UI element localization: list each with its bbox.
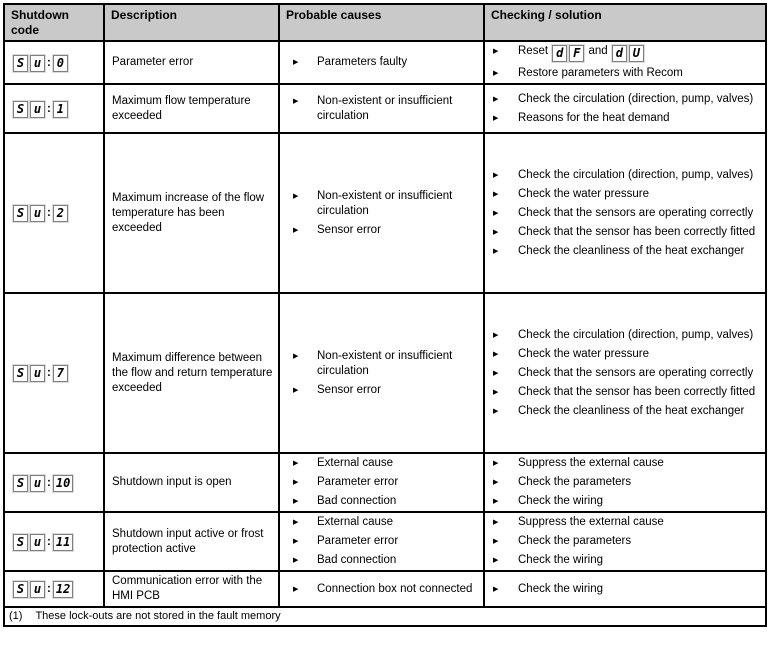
solution-text: Check the water pressure [518,347,650,360]
cause-item [284,475,479,490]
column-header-checking-solution: Checking / solution [484,4,766,41]
fault-row-Su-2 [4,133,766,293]
bullet-triangle-icon: ▶ [293,498,299,505]
fault-row-Su-1 [4,84,766,133]
cause-item [284,189,479,219]
solution-text: Check the water pressure [518,187,650,200]
solution-text: Check the circulation (direction, pump, valves) [518,92,754,105]
shutdown-code-cell [4,293,104,453]
solution-item [489,385,761,400]
cause-list [284,189,479,238]
shutdown-code-cell [4,571,104,607]
shutdown-code-display [12,205,69,220]
bullet-triangle-icon: ▶ [493,498,499,505]
checking-solution-cell [484,41,766,84]
bullet-triangle-icon: ▶ [293,519,299,526]
cause-list [284,515,479,568]
solution-item [489,494,761,509]
solution-item [489,515,761,530]
description-cell: Communication error with the HMI PCB [104,571,279,607]
solution-text: Check the wiring [518,554,604,566]
shutdown-code-display [12,365,69,380]
seven-segment-char: u [30,475,45,492]
probable-causes-cell [279,133,484,293]
shutdown-code-cell [4,41,104,84]
solution-list [489,44,761,81]
bullet-triangle-icon: ▶ [493,369,499,377]
shutdown-codes-table [3,3,767,627]
footnote-cell [4,607,766,626]
solution-item [489,206,761,221]
probable-causes-cell [279,293,484,453]
seven-segment-char: u [30,534,45,551]
solution-list [489,456,761,509]
description-cell: Maximum increase of the flow temperature has been exceeded [104,133,279,293]
table-header-row [4,4,766,41]
seven-segment-char: 0 [53,55,68,72]
bullet-triangle-icon: ▶ [493,407,499,415]
fault-row-Su-12 [4,571,766,607]
probable-causes-cell [279,453,484,512]
solution-item [489,111,761,126]
code-colon: : [47,56,51,69]
seven-segment-char: S [13,205,28,222]
footnote-marker: (1) [9,610,23,622]
seven-segment-char: S [13,475,28,492]
seven-segment-char: u [30,365,45,382]
bullet-triangle-icon: ▶ [293,557,299,564]
shutdown-code-display [12,475,74,490]
solution-text: Suppress the external cause [518,457,664,469]
cause-item [284,582,479,597]
cause-item [284,515,479,530]
cause-text: Sensor error [317,223,381,236]
solution-list [489,515,761,568]
solution-text: Check the wiring [518,495,604,507]
solution-text: Reasons for the heat demand [518,111,670,124]
seven-segment-char: 11 [53,534,73,551]
cause-item [284,349,479,379]
cause-item [284,383,479,398]
cause-item [284,553,479,568]
seven-segment-char: S [13,55,28,72]
bullet-triangle-icon: ▶ [293,192,299,200]
cause-list [284,582,479,597]
bullet-triangle-icon: ▶ [493,95,499,103]
solution-text: Check the wiring [518,582,604,595]
fault-row-Su-0 [4,41,766,84]
bullet-triangle-icon: ▶ [493,538,499,545]
cause-text: Sensor error [317,383,381,396]
fault-row-Su-11 [4,512,766,571]
cause-item [284,494,479,509]
shutdown-code-display [12,101,69,116]
bullet-triangle-icon: ▶ [293,59,299,66]
solution-list [489,168,761,259]
probable-causes-cell [279,84,484,133]
checking-solution-cell [484,571,766,607]
column-header-shutdown-code: Shutdown code [4,4,104,41]
seven-segment-char: 12 [53,581,73,598]
solution-text: Reset d F and d U [518,44,761,62]
shutdown-code-cell [4,512,104,571]
shutdown-code-display [12,534,74,549]
cause-text: Bad connection [317,495,397,507]
seven-segment-char: 2 [53,205,68,222]
solution-item [489,404,761,419]
solution-text: Suppress the external cause [518,516,664,528]
solution-text: Check the parameters [518,476,632,488]
bullet-triangle-icon: ▶ [293,352,299,360]
solution-item [489,582,761,597]
bullet-triangle-icon: ▶ [493,350,499,358]
cause-text: Connection box not connected [317,582,473,595]
cause-item [284,456,479,471]
bullet-triangle-icon: ▶ [493,519,499,526]
solution-item [489,66,761,81]
shutdown-code-cell [4,84,104,133]
bullet-triangle-icon: ▶ [293,538,299,545]
description-cell: Maximum flow temperature exceeded [104,84,279,133]
cause-text: Non-existent or insufficient circulation [317,94,453,122]
solution-item [489,456,761,471]
probable-causes-cell [279,571,484,607]
probable-causes-cell [279,512,484,571]
cause-text: External cause [317,457,394,469]
column-header-description: Description [104,4,279,41]
bullet-triangle-icon: ▶ [493,190,499,198]
seven-segment-char: S [13,581,28,598]
checking-solution-cell [484,293,766,453]
checking-solution-cell [484,133,766,293]
solution-item [489,168,761,183]
cause-list [284,55,479,70]
cause-text: Bad connection [317,554,397,566]
cause-text: Parameter error [317,535,399,547]
bullet-triangle-icon: ▶ [493,479,499,486]
seven-segment-char: 10 [53,475,73,492]
bullet-triangle-icon: ▶ [493,209,499,217]
solution-item [489,347,761,362]
footnote-text: These lock-outs are not stored in the fault memory [35,610,281,622]
shutdown-code-cell [4,453,104,512]
bullet-triangle-icon: ▶ [293,460,299,467]
fault-row-Su-7 [4,293,766,453]
probable-causes-cell [279,41,484,84]
shutdown-code-cell [4,133,104,293]
solution-text: Check the cleanliness of the heat exchanger [518,244,745,257]
cause-text: Non-existent or insufficient circulation [317,189,453,217]
checking-solution-cell [484,453,766,512]
cause-text: Parameters faulty [317,56,408,68]
bullet-triangle-icon: ▶ [493,331,499,339]
description-cell: Shutdown input active or frost protection active [104,512,279,571]
solution-list [489,92,761,126]
solution-text: Check the parameters [518,535,632,547]
seven-segment-char: u [30,205,45,222]
description-cell: Shutdown input is open [104,453,279,512]
table-body [4,41,766,607]
bullet-triangle-icon: ▶ [293,226,299,234]
seven-segment-char: S [13,101,28,118]
solution-item [489,475,761,490]
bullet-triangle-icon: ▶ [293,97,299,105]
footnote-row [4,607,766,626]
seven-segment-char: S [13,365,28,382]
bullet-triangle-icon: ▶ [293,386,299,394]
code-colon: : [47,207,51,219]
bullet-triangle-icon: ▶ [493,70,499,77]
bullet-triangle-icon: ▶ [493,228,499,236]
code-colon: : [47,583,51,595]
cause-item [284,94,479,124]
checking-solution-cell [484,84,766,133]
solution-text: Check the cleanliness of the heat exchanger [518,404,745,417]
seven-segment-char: 1 [53,101,68,118]
fault-row-Su-10 [4,453,766,512]
bullet-triangle-icon: ▶ [493,48,499,55]
solution-text: Check that the sensors are operating correctly [518,206,754,219]
solution-text: Check that the sensor has been correctly fitted [518,385,756,398]
solution-item [489,187,761,202]
seven-segment-char: u [30,101,45,118]
solution-item [489,225,761,240]
solution-text: Check the circulation (direction, pump, valves) [518,168,754,181]
solution-text: Check that the sensor has been correctly fitted [518,225,756,238]
solution-text: Restore parameters with Recom [518,67,683,79]
cause-list [284,349,479,398]
seven-segment-char: d [612,45,627,62]
code-colon: : [47,367,51,379]
solution-item [489,553,761,568]
column-header-probable-causes: Probable causes [279,4,484,41]
cause-text: Parameter error [317,476,399,488]
shutdown-code-display [12,55,69,70]
cause-list [284,456,479,509]
cause-list [284,94,479,124]
bullet-triangle-icon: ▶ [493,585,499,593]
description-cell: Maximum difference between the flow and return temperature exceeded [104,293,279,453]
bullet-triangle-icon: ▶ [493,171,499,179]
seven-segment-char: u [30,581,45,598]
cause-text: Non-existent or insufficient circulation [317,349,453,377]
cause-item [284,55,479,70]
solution-item [489,328,761,343]
description-cell: Parameter error [104,41,279,84]
solution-item [489,92,761,107]
solution-text: Check the circulation (direction, pump, valves) [518,328,754,341]
bullet-triangle-icon: ▶ [493,388,499,396]
cause-text: External cause [317,516,394,528]
cause-item [284,534,479,549]
bullet-triangle-icon: ▶ [493,114,499,122]
bullet-triangle-icon: ▶ [493,460,499,467]
bullet-triangle-icon: ▶ [293,479,299,486]
seven-segment-char: u [30,55,45,72]
bullet-triangle-icon: ▶ [493,247,499,255]
code-colon: : [47,535,51,548]
solution-item [489,534,761,549]
cause-item [284,223,479,238]
solution-item [489,366,761,381]
code-colon: : [47,476,51,489]
solution-text: Check that the sensors are operating correctly [518,366,754,379]
bullet-triangle-icon: ▶ [293,585,299,593]
seven-segment-char: U [629,45,644,62]
solution-list [489,582,761,597]
seven-segment-char: 7 [53,365,68,382]
solution-list [489,328,761,419]
solution-item [489,244,761,259]
shutdown-code-display [12,581,74,596]
bullet-triangle-icon: ▶ [493,557,499,564]
checking-solution-cell [484,512,766,571]
solution-item [489,44,761,62]
seven-segment-char: S [13,534,28,551]
seven-segment-char: d [552,45,567,62]
code-colon: : [47,102,51,115]
seven-segment-char: F [569,45,584,62]
